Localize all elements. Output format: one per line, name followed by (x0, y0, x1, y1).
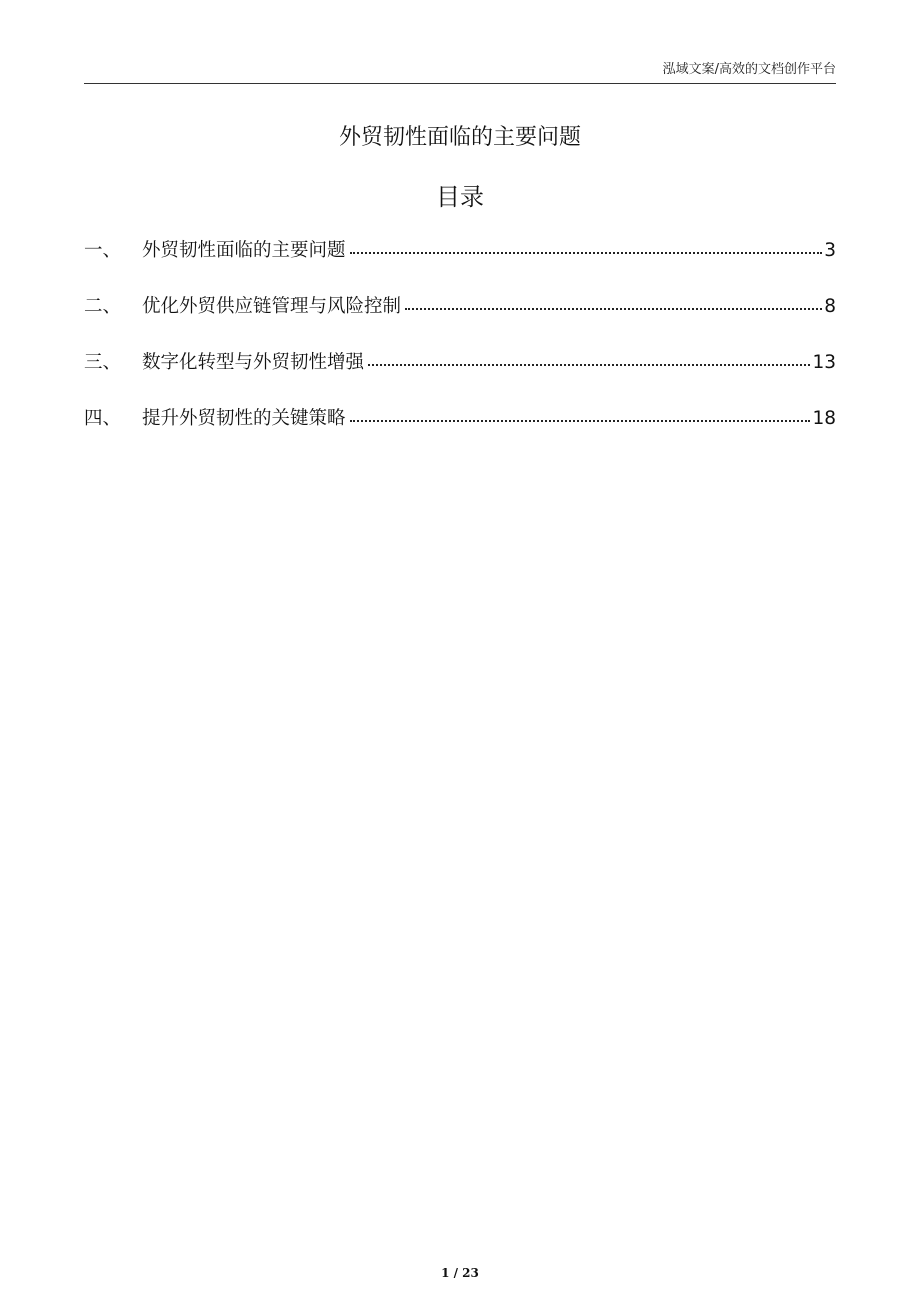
toc-entry[interactable] (84, 404, 836, 460)
toc-entry[interactable] (84, 348, 836, 404)
table-of-contents (84, 236, 836, 460)
toc-entry-page: 18 (812, 408, 836, 429)
toc-entry-number: 三、 (84, 352, 122, 373)
toc-entry-number: 四、 (84, 408, 122, 429)
toc-entry-page: 3 (824, 240, 836, 261)
toc-entry-number: 二、 (84, 296, 122, 317)
toc-entry-number: 一、 (84, 240, 122, 261)
toc-entry[interactable] (84, 236, 836, 292)
header-text: 泓域文案/高效的文档创作平台 (662, 62, 836, 77)
toc-entry-title: 提升外贸韧性的关键策略 (142, 408, 346, 429)
toc-entry-title: 优化外贸供应链管理与风险控制 (142, 296, 402, 317)
page-indicator: 1 / 23 (441, 1266, 479, 1280)
toc-entry[interactable] (84, 292, 836, 348)
toc-dot-leader (350, 238, 823, 257)
toc-dot-leader (405, 294, 822, 313)
toc-entry-title: 数字化转型与外贸韧性增强 (142, 352, 365, 373)
toc-entry-page: 8 (824, 296, 836, 317)
toc-entry-title: 外贸韧性面临的主要问题 (142, 240, 346, 261)
toc-dot-leader (368, 350, 810, 369)
document-title: 外贸韧性面临的主要问题 (338, 125, 581, 150)
toc-dot-leader (350, 406, 811, 425)
toc-entry-page: 13 (812, 352, 836, 373)
header-divider (84, 83, 836, 84)
toc-heading: 目录 (436, 183, 484, 211)
